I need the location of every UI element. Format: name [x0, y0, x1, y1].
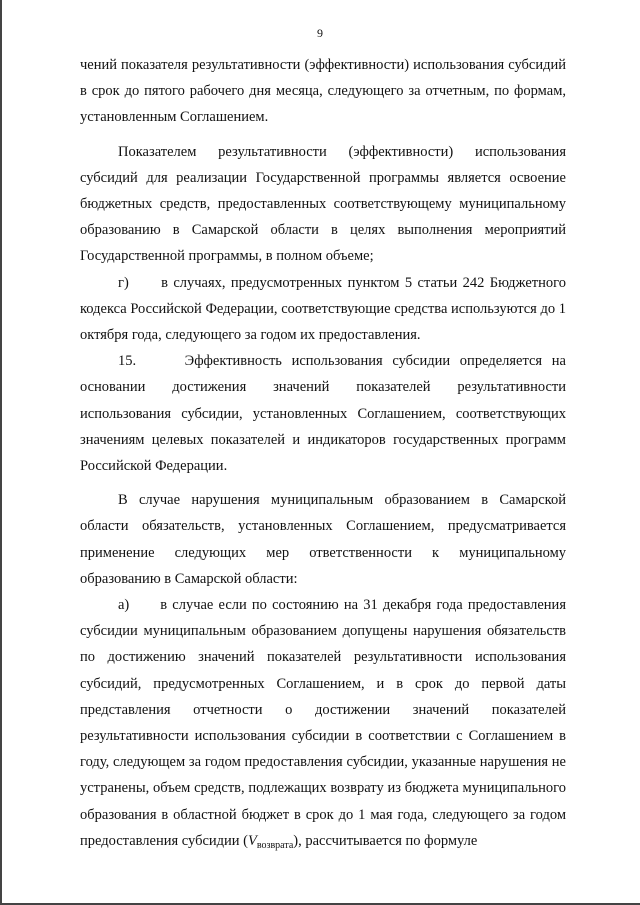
- paragraph-item-a-tail: ), рассчитывается по формуле: [293, 832, 478, 849]
- paragraph-effectiveness-indicator: Показателем результативности (эффективности) использования субсидий для реализации Государственной программы является освоение бюджетных средств, предоставленных соответствующему муниципальному образованию в Самарской области в целях выполнения мероприятий Государственной программы, в полном объеме;: [80, 143, 566, 265]
- paragraph-item-a-text: а) в случае если по состоянию на 31 декабря года предоставления субсидии муниципальным образованием допущены нарушения обязательств по достижению значений показателей результативности использования субсидий, предусмотренных Соглашением, и в срок до первой даты представления отчетности о достижении значений показателей результативности использования субсидии в соответствии с Соглашением в году, следующем за годом предоставления субсидии, указанные нарушения не устранены, объем средств, подлежащих возврату из бюджета муниципального образования в областной бюджет в срок до 1 мая года, следующего за годом предоставления субсидии (: [80, 597, 570, 849]
- paragraph-continuation: чений показателя результативности (эффективности) использования субсидий в срок до пятого рабочего дня месяца, следующего за отчетным, по формам, установленным Соглашением.: [80, 57, 566, 126]
- document-body: [80, 52, 570, 859]
- paragraph-violation-case: В случае нарушения муниципальным образованием в Самарской области обязательств, установленных Соглашением, предусматривается применение следующих мер ответственности к муниципальному образованию в Самарской области:: [80, 492, 566, 587]
- page-number: 9: [317, 26, 323, 40]
- scan-left-edge: [0, 0, 2, 905]
- paragraph-item-a: [80, 592, 570, 859]
- paragraph-item-g: г) в случаях, предусмотренных пунктом 5 статьи 242 Бюджетного кодекса Российской Федерации, соответствующие средства используются до 1 октября года, следующего за годом их предоставления.: [80, 274, 570, 344]
- formula-symbol: V: [248, 832, 257, 849]
- paragraph-item-15: 15. Эффективность использования субсидии определяется на основании достижения значений показателей результативности использования субсидии, установленных Соглашением, соответствующих значениям целевых показателей и индикаторов государственных программ Российской Федерации.: [80, 353, 570, 475]
- formula-subscript: возврата: [256, 839, 294, 851]
